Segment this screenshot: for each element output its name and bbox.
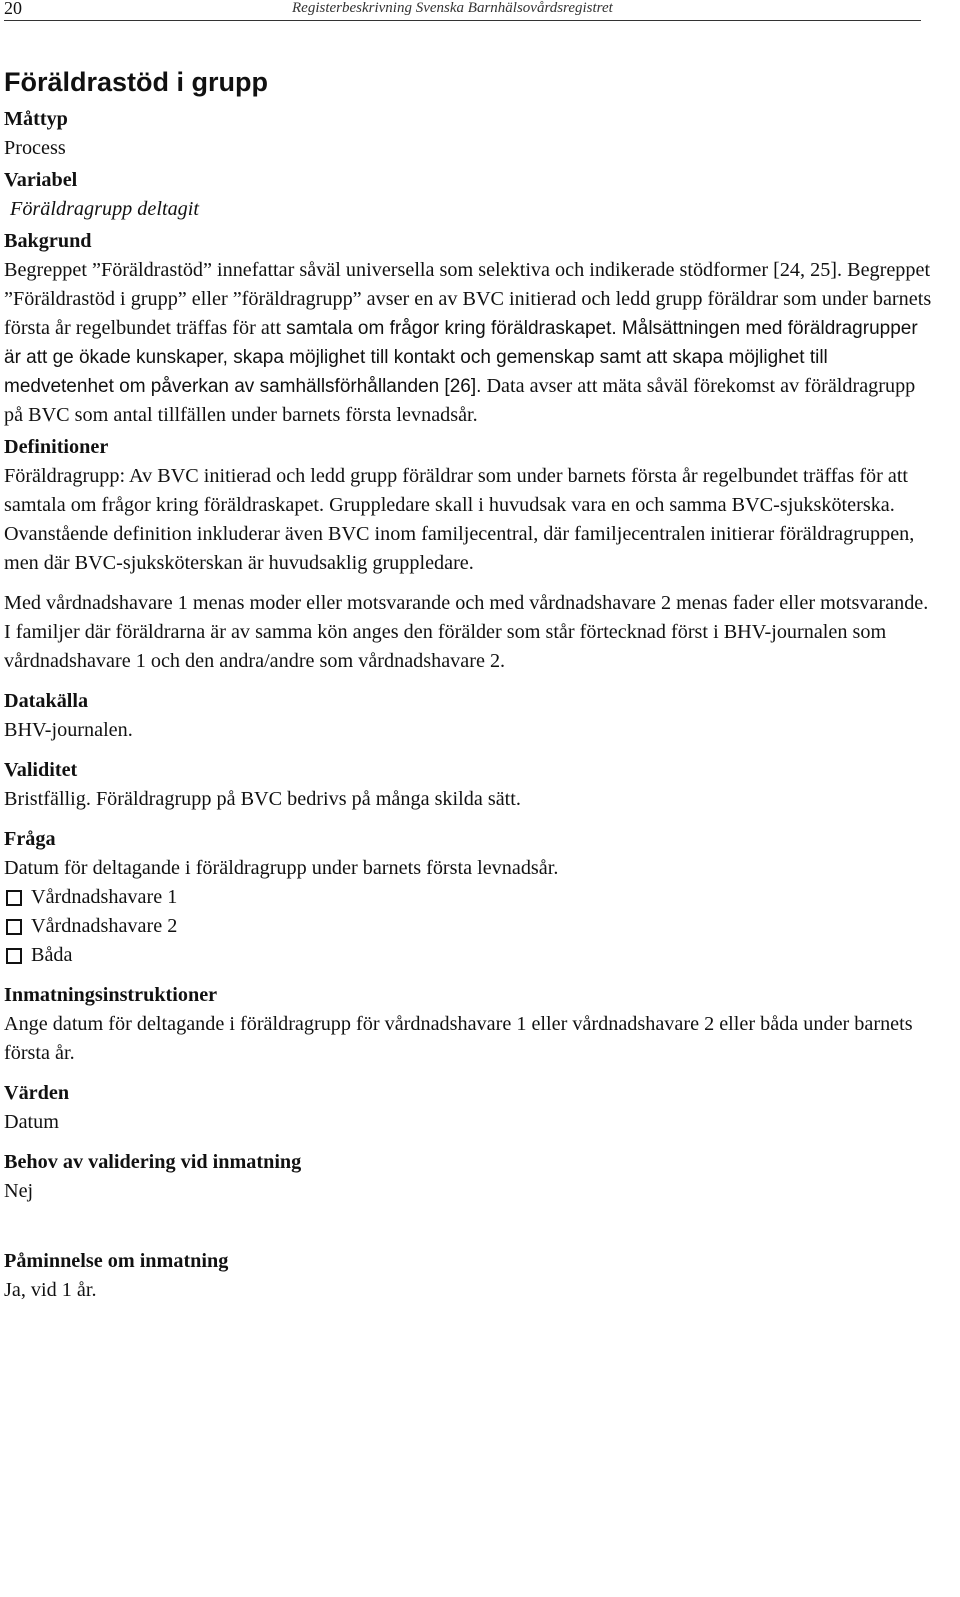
- heading-definitioner: Definitioner: [4, 436, 109, 458]
- heading-mattyp: Måttyp: [4, 108, 68, 130]
- checkbox-icon[interactable]: [6, 948, 22, 964]
- page-title: Föräldrastöd i grupp: [4, 67, 269, 97]
- mattyp-value: Process: [4, 137, 66, 159]
- varden-value: Datum: [4, 1111, 59, 1133]
- option-label: Vårdnadshavare 1: [31, 886, 178, 908]
- section-validitet: [4, 756, 934, 814]
- definitioner-paragraph-2: Med vårdnadshavare 1 menas moder eller motsvarande och med vårdnadshavare 2 menas fader eller motsvarande. I familjer där föräldrarna är av samma kön anges den förälder som står förtecknad först i BHV-journalen som vårdnadshavare 1 och den andra/andre som vårdnadshavare 2.: [4, 592, 929, 672]
- validitet-value: Bristfällig. Föräldragrupp på BVC bedrivs på många skilda sätt.: [4, 788, 521, 810]
- inmatningsinstruktioner-text: Ange datum för deltagande i föräldragrupp för vårdnadshavare 1 eller vårdnadshavare 2 eller båda under barnets första år.: [4, 1013, 913, 1064]
- heading-validering: Behov av validering vid inmatning: [4, 1151, 302, 1173]
- definitioner-paragraph-1: Föräldragrupp: Av BVC initierad och ledd grupp föräldrar som under barnets första år regelbundet träffas för att samtala om frågor kring föräldraskapet. Gruppledare skall i huvudsak vara en och samma BVC-sjuksköterska. Ovanstående definition inkluderar även BVC inom familjecentral, där familjecentralen initierar föräldragruppen, men där BVC-sjuksköterskan är huvudsaklig gruppledare.: [4, 465, 915, 574]
- heading-paminnelse: Påminnelse om inmatning: [4, 1250, 229, 1272]
- datakalla-value: BHV-journalen.: [4, 719, 133, 741]
- bakgrund-text-part1: Begreppet ”Föräldrastöd” innefattar såväl universella som selektiva och indikerade stödformer [24, 25]. Begreppet ”Föräldrastöd i grupp” eller ”föräldragrupp” avser en av BVC initierad och ledd grupp föräldrar som under barnets första år regelbundet träffas för att: [4, 259, 932, 339]
- checkbox-icon[interactable]: [6, 919, 22, 935]
- section-fraga: [4, 825, 934, 970]
- section-variabel: [4, 166, 934, 224]
- heading-varden: Värden: [4, 1082, 70, 1104]
- heading-validitet: Validitet: [4, 759, 78, 781]
- section-definitioner: [4, 433, 934, 676]
- section-paminnelse: [4, 1247, 934, 1305]
- option-label: Vårdnadshavare 2: [31, 915, 178, 937]
- section-inmatningsinstruktioner: [4, 981, 934, 1068]
- variabel-value: Föräldragrupp deltagit: [10, 198, 199, 220]
- running-title: Registerbeskrivning Svenska Barnhälsovårdsregistret: [292, 0, 613, 16]
- heading-bakgrund: Bakgrund: [4, 230, 92, 252]
- option-vardnadshavare-2[interactable]: [4, 912, 934, 941]
- bakgrund-text-part3: Data avser att mäta såväl förekomst av föräldragrupp på BVC som antal tillfällen under barnets första levnadsår.: [4, 375, 916, 426]
- heading-datakalla: Datakälla: [4, 690, 89, 712]
- heading-variabel: Variabel: [4, 169, 78, 191]
- fraga-text: Datum för deltagande i föräldragrupp under barnets första levnadsår.: [4, 857, 559, 879]
- option-bada[interactable]: [4, 941, 934, 970]
- heading-fraga: Fråga: [4, 828, 56, 850]
- bakgrund-text-part2: samtala om frågor kring föräldraskapet. Målsättningen med föräldragrupper är att ge ökade kunskaper, skapa möjlighet till kontakt och gemenskap samt att skapa möjlighet till medvetenhet om påverkan av samhällsförhållanden [26].: [4, 318, 918, 397]
- page-number: 20: [4, 0, 22, 18]
- heading-inmatningsinstruktioner: Inmatningsinstruktioner: [4, 984, 218, 1006]
- section-varden: [4, 1079, 934, 1137]
- section-mattyp: [4, 105, 934, 163]
- document-body: [4, 64, 934, 1305]
- paminnelse-value: Ja, vid 1 år.: [4, 1279, 97, 1301]
- section-validering: [4, 1148, 934, 1206]
- section-bakgrund: [4, 227, 934, 430]
- option-vardnadshavare-1[interactable]: [4, 883, 934, 912]
- page-header: [4, 0, 921, 21]
- section-datakalla: [4, 687, 934, 745]
- bakgrund-text: [4, 256, 934, 430]
- option-label: Båda: [31, 944, 73, 966]
- checkbox-icon[interactable]: [6, 890, 22, 906]
- validering-value: Nej: [4, 1180, 34, 1202]
